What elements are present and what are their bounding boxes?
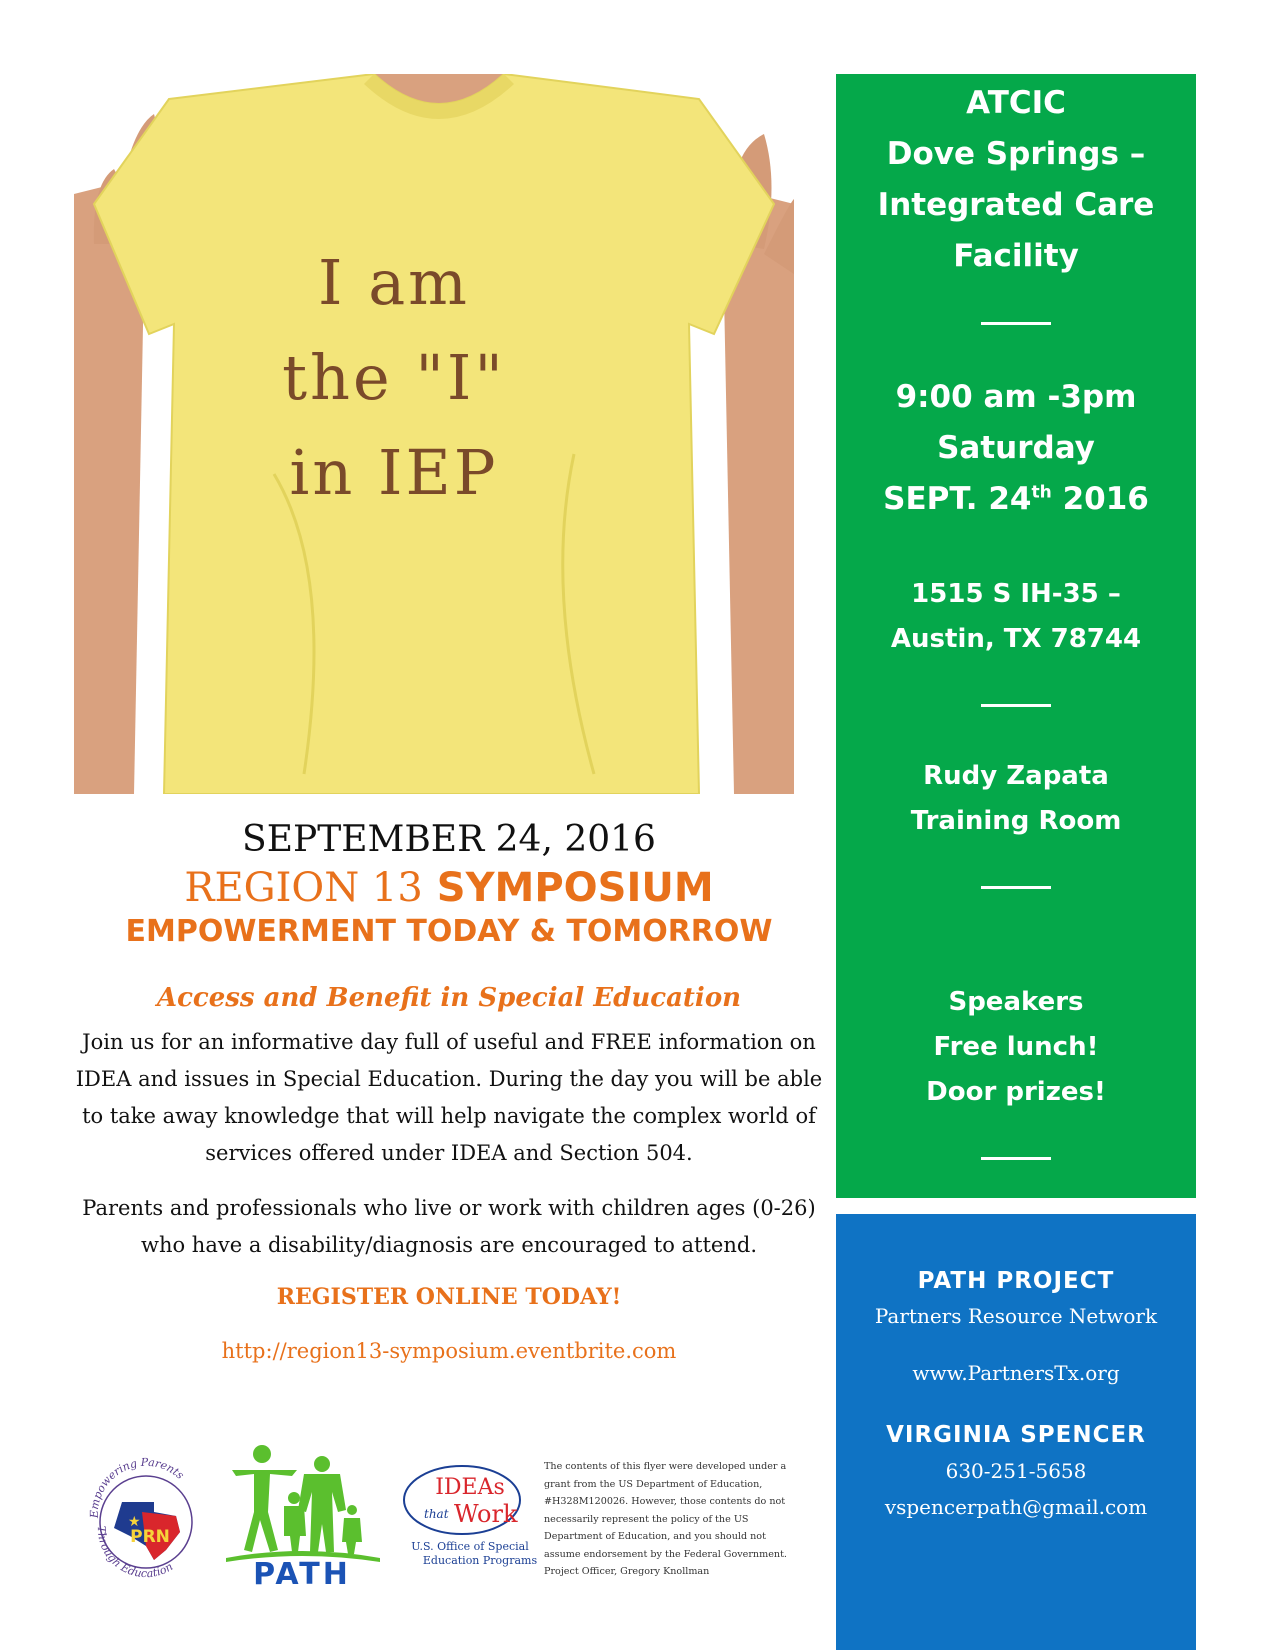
ideas-word: IDEAs [435, 1475, 505, 1500]
event-day: Saturday [937, 430, 1095, 466]
divider-rule [981, 1157, 1051, 1160]
subtitle-heading: Access and Benefit in Special Education [156, 983, 742, 1013]
shirt-text-line3: in IEP [289, 436, 499, 509]
hero-photo [74, 74, 794, 794]
tshirt-illustration [74, 74, 794, 794]
venue-line-4: Facility [953, 238, 1079, 274]
prn-mark-text: PRN [130, 1527, 170, 1547]
event-date [836, 474, 1196, 525]
ideas-office-line1: U.S. Office of Special [411, 1540, 529, 1553]
ideas-office-line2: Education Programs [422, 1554, 538, 1567]
region-prefix: REGION 13 [184, 865, 423, 911]
star-icon: ★ [128, 1514, 141, 1530]
contact-panel [836, 1214, 1196, 1650]
shirt-text-line2: the "I" [282, 341, 506, 414]
event-date-suffix: th [1031, 482, 1052, 503]
shirt-text-line1: I am [318, 246, 470, 319]
ideas-work-word: Work [454, 1500, 518, 1528]
project-name: PATH PROJECT [917, 1268, 1115, 1294]
tagline-heading: EMPOWERMENT TODAY & TOMORROW [125, 914, 773, 949]
shirt-shape [94, 74, 774, 794]
event-date-heading: SEPTEMBER 24, 2016 [242, 819, 656, 860]
perk-lunch: Free lunch! [933, 1032, 1099, 1062]
room-line-1: Rudy Zapata [923, 761, 1109, 791]
contact-email[interactable]: vspencerpath@gmail.com [884, 1495, 1148, 1519]
event-date-prefix: SEPT. 24 [883, 481, 1032, 517]
divider-rule [981, 322, 1051, 325]
venue-line-3: Integrated Care [877, 187, 1155, 223]
address-line-2: Austin, TX 78744 [890, 624, 1142, 654]
event-date-year: 2016 [1051, 481, 1149, 517]
symposium-heading [74, 864, 824, 912]
ideas-that-work-logo [400, 1460, 540, 1570]
audience-paragraph: Parents and professionals who live or work with children ages (0-26) who have a disability/diagnosis are encouraged to attend. [82, 1196, 816, 1257]
prn-logo [84, 1450, 204, 1580]
venue-line-1: ATCIC [966, 85, 1066, 121]
divider-rule [981, 704, 1051, 707]
ideas-that-word: that [424, 1507, 449, 1521]
prn-arc-bottom-text: Through Education [94, 1525, 176, 1580]
website-link[interactable]: www.PartnersTx.org [912, 1361, 1120, 1385]
grant-disclaimer: The contents of this flyer were developed under a grant from the US Department of Education, #H328M120026. However, those contents do not necessarily represent the policy of the US Department of Education, and you should not assume endorsement by the Federal Government. Project Officer, Gregory Knollman [544, 1461, 787, 1577]
register-link[interactable]: http://region13-symposium.eventbrite.com [221, 1339, 677, 1363]
event-details-panel [836, 74, 1196, 1198]
divider-rule [981, 886, 1051, 889]
symposium-word: SYMPOSIUM [436, 865, 714, 911]
register-callout: REGISTER ONLINE TODAY! [276, 1284, 622, 1310]
network-name: Partners Resource Network [874, 1304, 1158, 1328]
event-time: 9:00 am -3pm [895, 379, 1137, 415]
path-logo [222, 1440, 382, 1590]
path-logo-label: PATH [253, 1557, 351, 1590]
contact-name: VIRGINIA SPENCER [886, 1422, 1146, 1448]
venue-line-2: Dove Springs – [886, 136, 1146, 172]
address-line-1: 1515 S IH-35 – [911, 579, 1121, 609]
contact-phone[interactable]: 630-251-5658 [945, 1459, 1087, 1483]
prn-arc-top-text: Empowering Parents [87, 1455, 187, 1519]
intro-paragraph: Join us for an informative day full of useful and FREE information on IDEA and issues in Special Education. During the day you will be able to take away knowledge that will help navigate the complex world of services offered under IDEA and Section 504. [75, 1030, 823, 1165]
perk-prizes: Door prizes! [926, 1077, 1106, 1107]
perk-speakers: Speakers [948, 987, 1084, 1017]
room-line-2: Training Room [910, 806, 1122, 836]
